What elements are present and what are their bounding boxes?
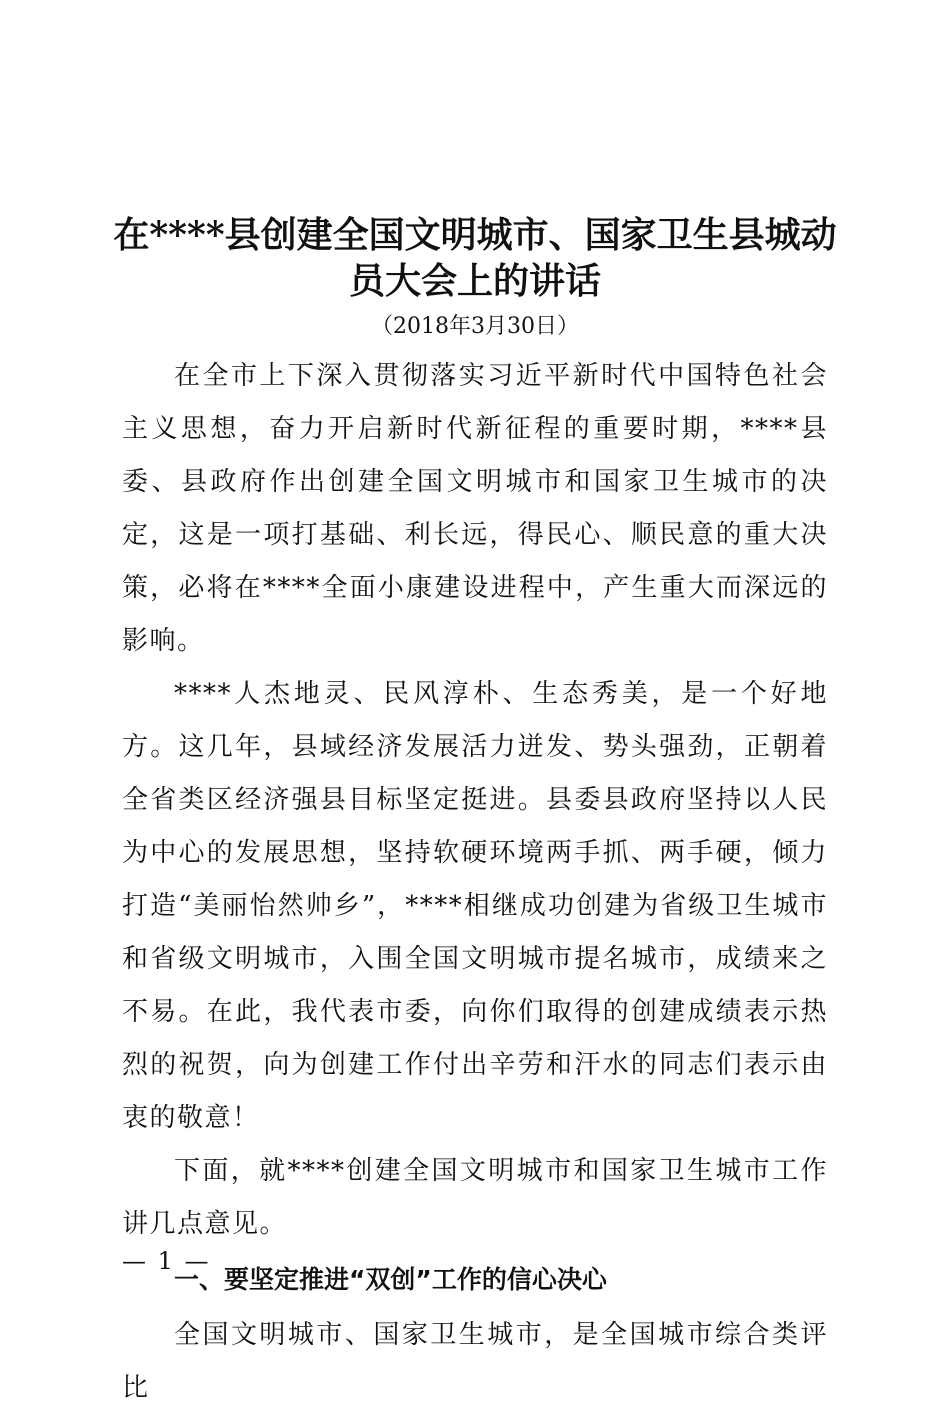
paragraph-4: 全国文明城市、国家卫生城市，是全国城市综合类评比 xyxy=(122,1320,828,1403)
paragraph-3: 下面，就****创建全国文明城市和国家卫生城市工作讲几点意见。 xyxy=(122,1156,828,1239)
document-title-line1: 在****县创建全国文明城市、国家卫生县城动 xyxy=(113,214,837,256)
paragraph-1: 在全市上下深入贯彻落实习近平新时代中国特色社会主义思想，奋力开启新时代新征程的重要时期，****县委、县政府作出创建全国文明城市和国家卫生城市的决定，这是一项打基础、利长远，得民心、顺民意的重大决策，必将在****全面小康建设进程中，产生重大而深远的影响。 xyxy=(122,361,828,656)
paragraph-2: ****人杰地灵、民风淳朴、生态秀美，是一个好地方。这几年，县域经济发展活力迸发、势头强劲，正朝着全省类区经济强县目标坚定挺进。县委县政府坚持以人民为中心的发展思想，坚持软硬环境两手抓、两手硬，倾力打造“美丽怡然帅乡”，****相继成功创建为省级卫生城市和省级文明城市，入围全国文明城市提名城市，成绩来之不易。在此，我代表市委，向你们取得的创建成绩表示热烈的祝贺，向为创建工作付出辛劳和汗水的同志们表示由衷的敬意！ xyxy=(122,679,828,1133)
document-body xyxy=(122,350,828,1415)
section-heading-1: 一、要坚定推进“双创”工作的信心决心 xyxy=(174,1265,607,1294)
page-number: — 1 — xyxy=(122,1247,211,1275)
speech-date: （2018年3月30日） xyxy=(371,314,579,339)
document-title-line2: 员大会上的讲话 xyxy=(348,260,601,302)
